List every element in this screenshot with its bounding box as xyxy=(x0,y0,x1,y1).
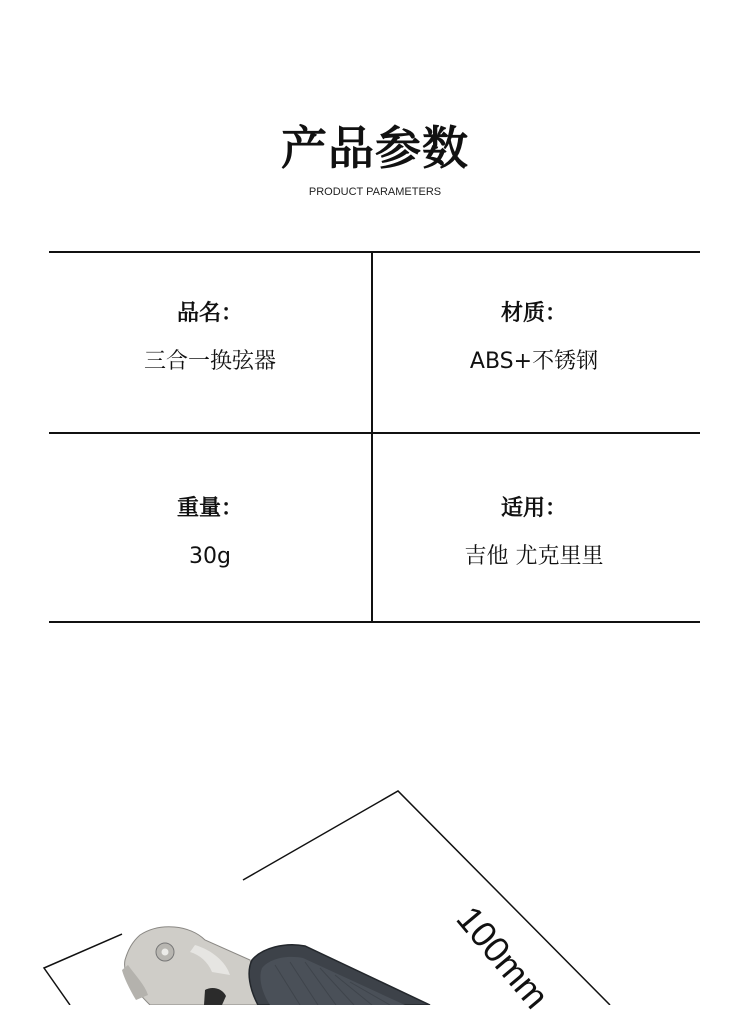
param-label: 材质： xyxy=(500,301,567,326)
param-cell-name xyxy=(49,299,371,377)
param-value: ABS+不锈钢 xyxy=(469,349,599,374)
param-value: 三合一换弦器 xyxy=(143,349,276,374)
param-value: 吉他 尤克里里 xyxy=(464,544,604,569)
param-label: 重量： xyxy=(176,496,243,521)
table-bottom-border xyxy=(49,621,700,623)
param-cell-material xyxy=(373,299,695,377)
page-title: 产品参数 xyxy=(281,121,469,175)
param-label: 适用： xyxy=(500,496,567,521)
param-cell-usage xyxy=(373,494,695,572)
param-cell-weight xyxy=(49,494,371,572)
parameters-table xyxy=(49,251,700,623)
dimension-line-left xyxy=(44,934,122,1005)
param-value: 30g xyxy=(189,544,231,569)
page-subtitle: PRODUCT PARAMETERS xyxy=(308,186,442,198)
product-photo xyxy=(0,760,750,1005)
table-middle-border xyxy=(49,432,700,434)
dimension-label: 100mm xyxy=(448,898,558,1017)
table-top-border xyxy=(49,251,700,253)
param-label: 品名： xyxy=(176,301,243,326)
